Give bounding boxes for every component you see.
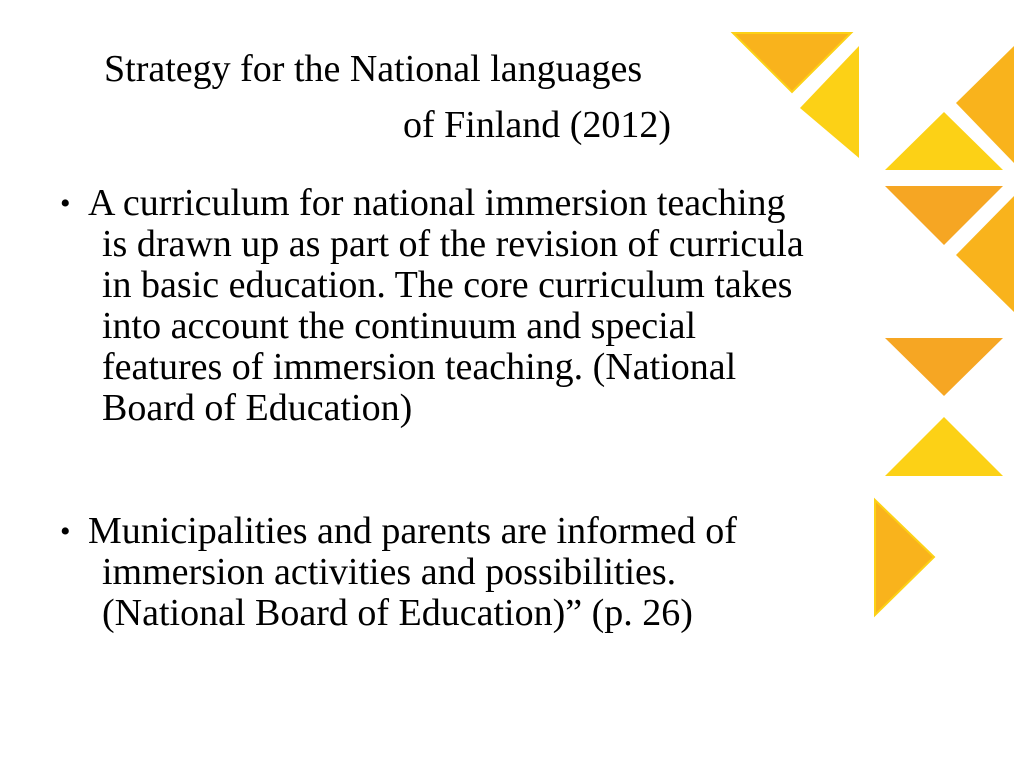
bullet-icon: •: [60, 515, 71, 548]
bullet-list: [60, 183, 960, 634]
slide-title-line2: of Finland (2012): [403, 104, 672, 146]
bullet-text: [88, 183, 804, 429]
bullet-line: in basic education. The core curriculum takes: [102, 264, 793, 306]
bullet-line: Board of Education): [102, 387, 413, 429]
bullet-line: Municipalities and parents are informed of: [88, 510, 737, 552]
bullet-line: immersion activities and possibilities.: [102, 551, 677, 593]
bullet-text: [88, 511, 737, 634]
bullet-line: A curriculum for national immersion teaching: [88, 182, 786, 224]
bullet-line: into account the continuum and special: [102, 305, 697, 347]
bullet-item: [60, 511, 960, 634]
slide-title-line1: Strategy for the National languages: [104, 48, 643, 90]
bullet-line: is drawn up as part of the revision of curricula: [102, 223, 804, 265]
bullet-line: (National Board of Education)” (p. 26): [102, 592, 693, 634]
bullet-line: features of immersion teaching. (National: [102, 346, 737, 388]
bullet-icon: •: [60, 187, 71, 220]
bullet-item: [60, 183, 960, 429]
